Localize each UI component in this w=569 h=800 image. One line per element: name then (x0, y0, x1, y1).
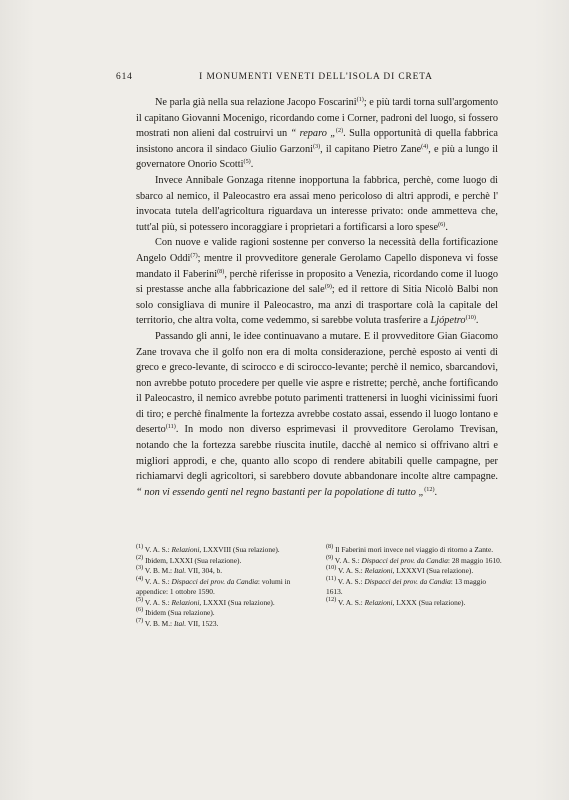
text-run: V. A. S.: (336, 576, 365, 586)
text-run: V. A. S.: (333, 555, 362, 565)
footnote (326, 553, 502, 567)
text-run: : 28 maggio 1610. (447, 555, 502, 565)
note-reference: (4) (136, 574, 144, 582)
text-run: V. A. S.: (143, 597, 172, 607)
text-run: , LXXX (Sua relazione). (392, 597, 466, 607)
note-reference: (8) (326, 543, 334, 550)
italic-text: Relazioni (364, 566, 393, 575)
italic-text: Relazioni (171, 597, 200, 607)
footnotes (136, 545, 502, 629)
text-run: V. A. S.: (143, 545, 172, 554)
footnote (136, 545, 312, 556)
note-reference: (5) (136, 595, 144, 603)
text-run: . (445, 221, 448, 233)
note-reference: (10) (465, 314, 476, 322)
footnote (326, 595, 502, 609)
note-reference: (9) (324, 283, 332, 291)
note-reference: (1) (356, 96, 364, 103)
italic-text: Ital. (173, 618, 187, 628)
text-run: , LXXVIII (Sua relazione). (199, 545, 280, 554)
footnotes-left-column (136, 545, 312, 629)
text-run: , LXXXVI (Sua relazione). (392, 566, 474, 575)
italic-text: Dispacci dei prov. da Candia (361, 555, 448, 565)
note-reference: (3) (312, 142, 321, 150)
text-run: V. A. S.: (336, 566, 365, 575)
note-reference: (6) (136, 606, 144, 613)
text-run: : 13 maggio 1613. (326, 576, 487, 596)
note-reference: (2) (335, 127, 344, 135)
text-run: Il Faberini morì invece nel viaggio di ritorno a Zante. (333, 545, 494, 554)
note-reference: (4) (421, 142, 429, 150)
note-reference: (5) (243, 158, 251, 166)
text-run: . (250, 159, 254, 171)
italic-text: Relazioni (171, 545, 200, 554)
text-run: Ibidem, LXXXI (Sua relazione). (143, 555, 242, 565)
text-run: ; e più tardi torna sull'argomento il capitano Giovanni Mocenigo, ricordando come i Corner, padroni del luogo, si fossero mostrati non alieni dal costruirvi un (136, 97, 498, 140)
note-reference: (7) (136, 616, 144, 624)
footnotes-right-column (326, 545, 502, 629)
paragraph (136, 173, 498, 235)
text-run: ; mentre il provveditore generale Gerolamo Capello disponeva vi fosse mandato il Faberini (136, 252, 498, 280)
footnote (136, 608, 312, 619)
paragraph (136, 329, 498, 501)
footnote (136, 553, 312, 567)
text-run: , perchè riferisse in proposito a Venezia, ricordando come il luogo si prestasse anche alla fabbricazione del sale (136, 268, 498, 296)
text-run: Con nuove e valide ragioni sostenne per converso la necessità della fortificazione Angelo Oddi (136, 237, 498, 264)
note-reference: (10) (326, 564, 337, 571)
footnote (136, 566, 312, 577)
text-run: , il capitano Pietro Zane (320, 143, 422, 155)
text-run: VII, 1523. (186, 618, 219, 628)
italic-text: Dispacci dei prov. da Candia (364, 576, 451, 586)
text-run: V. A. S.: (336, 597, 365, 607)
text-run: Ne parla già nella sua relazione Jacopo Foscarini (155, 97, 357, 108)
footnote (136, 595, 312, 609)
note-reference: (1) (136, 543, 144, 550)
italic-text: Ljópetro (430, 315, 466, 327)
paragraph (136, 95, 498, 173)
footnote (136, 574, 312, 598)
text-run: . Sulla opportunità di quella fabbrica insistono ancora il sindaco Giulio Garzoni (136, 128, 498, 155)
text-run: Invece Annibale Gonzaga ritenne inopportuna la fabbrica, perchè, come luogo di sbarco al nemico, il Paleocastro era assai meno pericoloso di altri approdi, e perchè l' invocata tutela dell'agricoltura riguardava un interesse privato: onde ammetteva che, tutt'al più, si potessero incoraggiare i proprietari a fortificarsi a loro spese (136, 174, 498, 233)
text-run: Passando gli anni, le idee continuavano a mutare. E il provveditore Gian Giacomo Zane trovava che il golfo non era di molta considerazione, perchè esposto ai venti di greco e greco-levante, di scirocco e di scirocco-levante; perchè il nemico, sbarcandovi, non avrebbe potuto procedere per quelle vie aspre e ristrette; perchè, anche fortificando il Paleocastro, il nemico avrebbe potuto parimenti trattenersi in luoghi vicinissimi fuori di tiro; e perchè finalmente la fortezza avrebbe costato assai, essendo il luogo lontano e deserto (136, 330, 498, 436)
italic-text: “ non vi essendo genti nel regno bastanti per la popolatione di tutto „ (136, 486, 425, 498)
footnote (136, 616, 312, 630)
text-run: . In modo non diverso esprimevasi il provveditore Gerolamo Trevisan, notando che la fortezza sarebbe riuscita inutile, dacchè al nemico si offrivano altri e migliori approdi, e che, quanto allo scopo di rendere abitabili quelle campagne, per richiamarvi degli agricoltori, si sarebbero dovute abbandonare incolte altre campagne. (136, 424, 498, 483)
note-reference: (11) (165, 423, 176, 431)
text-run: V. A. S.: (143, 576, 172, 586)
italic-text: Relazioni (364, 597, 393, 607)
running-title: I MONUMENTI VENETI DELL'ISOLA DI CRETA (199, 72, 433, 82)
paragraph (136, 235, 498, 329)
text-run: : volumi in appendice: 1 ottobre 1590. (136, 576, 291, 596)
note-reference: (12) (326, 595, 337, 603)
text-run: , LXXXI (Sua relazione). (199, 597, 275, 607)
page-number: 614 (116, 72, 133, 82)
note-reference: (6) (438, 220, 446, 228)
note-reference: (9) (326, 553, 334, 561)
body-text (136, 95, 498, 500)
italic-text: Dispacci dei prov. da Candia (171, 576, 258, 586)
italic-text: Ital. (173, 566, 187, 575)
text-run: ; ed il rettore di Sitia Nicolò Balbi non solo consigliava di munire il Paleocastro, ma anzi di trasportare colà la capitale del territorio, che altra volta, come vedemmo, si sarebbe voluta trasferire a (136, 284, 498, 327)
text-run: VII, 304, b. (186, 566, 223, 575)
note-reference: (3) (136, 564, 144, 571)
note-reference: (11) (326, 574, 337, 582)
italic-text: “ reparo „ (290, 128, 336, 140)
footnote (326, 545, 502, 556)
text-run: V. B. M.: (143, 566, 174, 575)
note-reference: (7) (190, 251, 198, 259)
text-run: . (434, 486, 438, 498)
footnote (326, 574, 502, 598)
note-reference: (12) (424, 485, 435, 493)
note-reference: (2) (136, 553, 144, 561)
footnote (326, 566, 502, 577)
note-reference: (8) (217, 267, 225, 275)
text-run: . (475, 315, 479, 327)
text-run: V. B. M.: (143, 618, 174, 628)
text-run: , e più a lungo il governatore Onorio Scotti (136, 143, 498, 171)
text-run: Ibidem (Sua relazione). (143, 608, 215, 617)
